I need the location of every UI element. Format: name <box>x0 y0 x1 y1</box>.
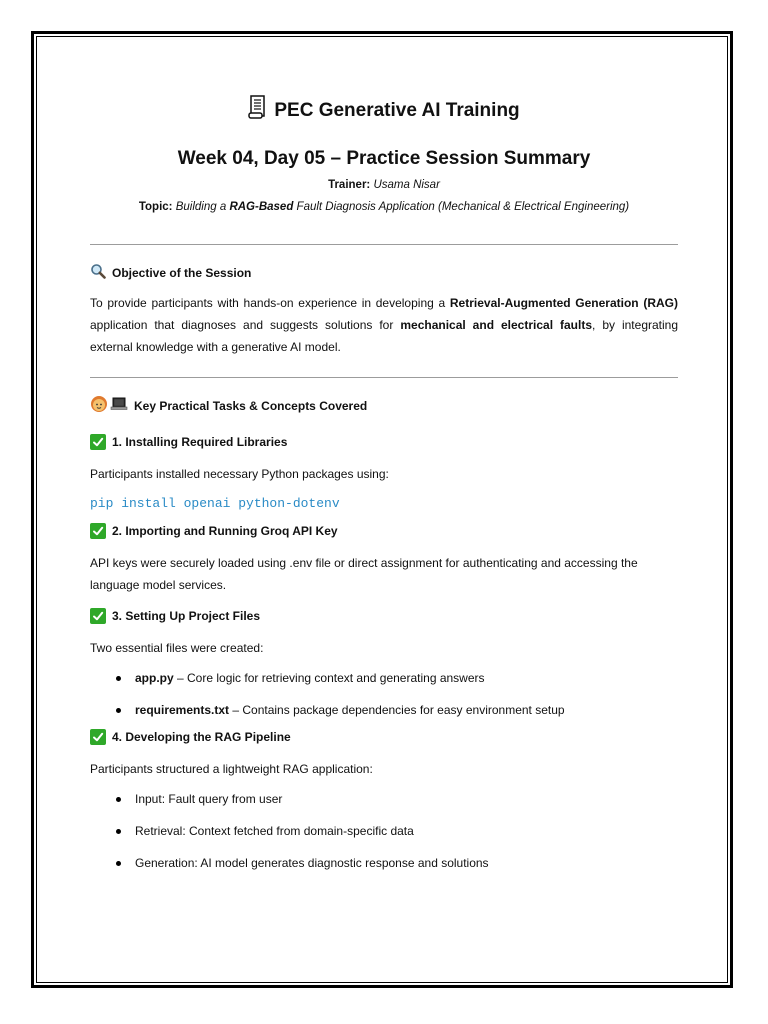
file-description: – Core logic for retrieving context and generating answers <box>173 671 485 685</box>
check-icon <box>90 523 106 539</box>
divider <box>90 244 678 245</box>
objective-text-1: To provide participants with hands-on experience in developing a <box>90 296 450 310</box>
file-description: – Contains package dependencies for easy environment setup <box>229 703 565 717</box>
magnifier-icon <box>90 263 106 284</box>
check-icon <box>90 729 106 745</box>
list-item: Generation: AI model generates diagnostic response and solutions <box>116 855 678 887</box>
task-1-heading <box>90 433 678 451</box>
task-3-text: Two essential files were created: <box>90 641 264 655</box>
topic-line <box>90 199 678 215</box>
topic-text-1: Building a <box>175 201 230 213</box>
person-icon <box>90 395 108 418</box>
trainer-label: Trainer: <box>328 179 371 191</box>
task-2-heading-text: 2. Importing and Running Groq API Key <box>112 524 338 538</box>
task-1-text: Participants installed necessary Python packages using: <box>90 467 389 481</box>
list-item: Retrieval: Context fetched from domain-specific data <box>116 823 678 855</box>
check-icon <box>90 434 106 450</box>
divider <box>90 377 678 378</box>
pipeline-steps-list <box>90 791 678 887</box>
document-body <box>90 95 678 887</box>
topic-text-2: Fault Diagnosis Application (Mechanical & Electrical Engineering) <box>293 201 630 213</box>
task-3-heading-text: 3. Setting Up Project Files <box>112 609 261 623</box>
objective-bold-2: mechanical and electrical faults <box>400 318 593 332</box>
list-item <box>116 670 678 702</box>
laptop-icon <box>110 396 128 417</box>
tasks-heading <box>90 397 678 415</box>
objective-paragraph <box>90 292 678 358</box>
objective-bold-1: Retrieval-Augmented Generation (RAG) <box>449 296 678 310</box>
task-4-heading-text: 4. Developing the RAG Pipeline <box>112 730 291 744</box>
trainer-line <box>90 178 678 193</box>
document-subtitle: Week 04, Day 05 – Practice Session Summary <box>177 148 591 169</box>
list-item: Input: Fault query from user <box>116 791 678 823</box>
objective-heading-text: Objective of the Session <box>112 266 252 280</box>
topic-bold: RAG-Based <box>229 201 294 213</box>
scroll-icon <box>248 95 266 129</box>
file-name: requirements.txt <box>135 703 230 717</box>
objective-heading <box>90 264 678 282</box>
task-1-heading-text: 1. Installing Required Libraries <box>112 435 288 449</box>
task-2-heading <box>90 522 678 540</box>
install-command: pip install openai python-dotenv <box>90 496 340 511</box>
list-item <box>116 702 678 734</box>
objective-text-2: application that diagnoses and suggests solutions for <box>90 318 401 332</box>
topic-label: Topic: <box>138 201 173 213</box>
tasks-heading-text: Key Practical Tasks & Concepts Covered <box>134 399 368 413</box>
project-files-list <box>90 670 678 734</box>
task-4-text: Participants structured a lightweight RAG application: <box>90 762 373 776</box>
task-3-heading <box>90 607 678 625</box>
file-name: app.py <box>135 671 174 685</box>
document-title <box>90 95 678 125</box>
objective-text-3: , by integrating external knowledge with a generative AI model. <box>90 318 679 354</box>
task-2-text: API keys were securely loaded using .env file or direct assignment for authenticating and accessing the language model services. <box>90 556 638 592</box>
title-text: PEC Generative AI Training <box>274 100 520 121</box>
trainer-name: Usama Nisar <box>373 179 440 191</box>
check-icon <box>90 608 106 624</box>
